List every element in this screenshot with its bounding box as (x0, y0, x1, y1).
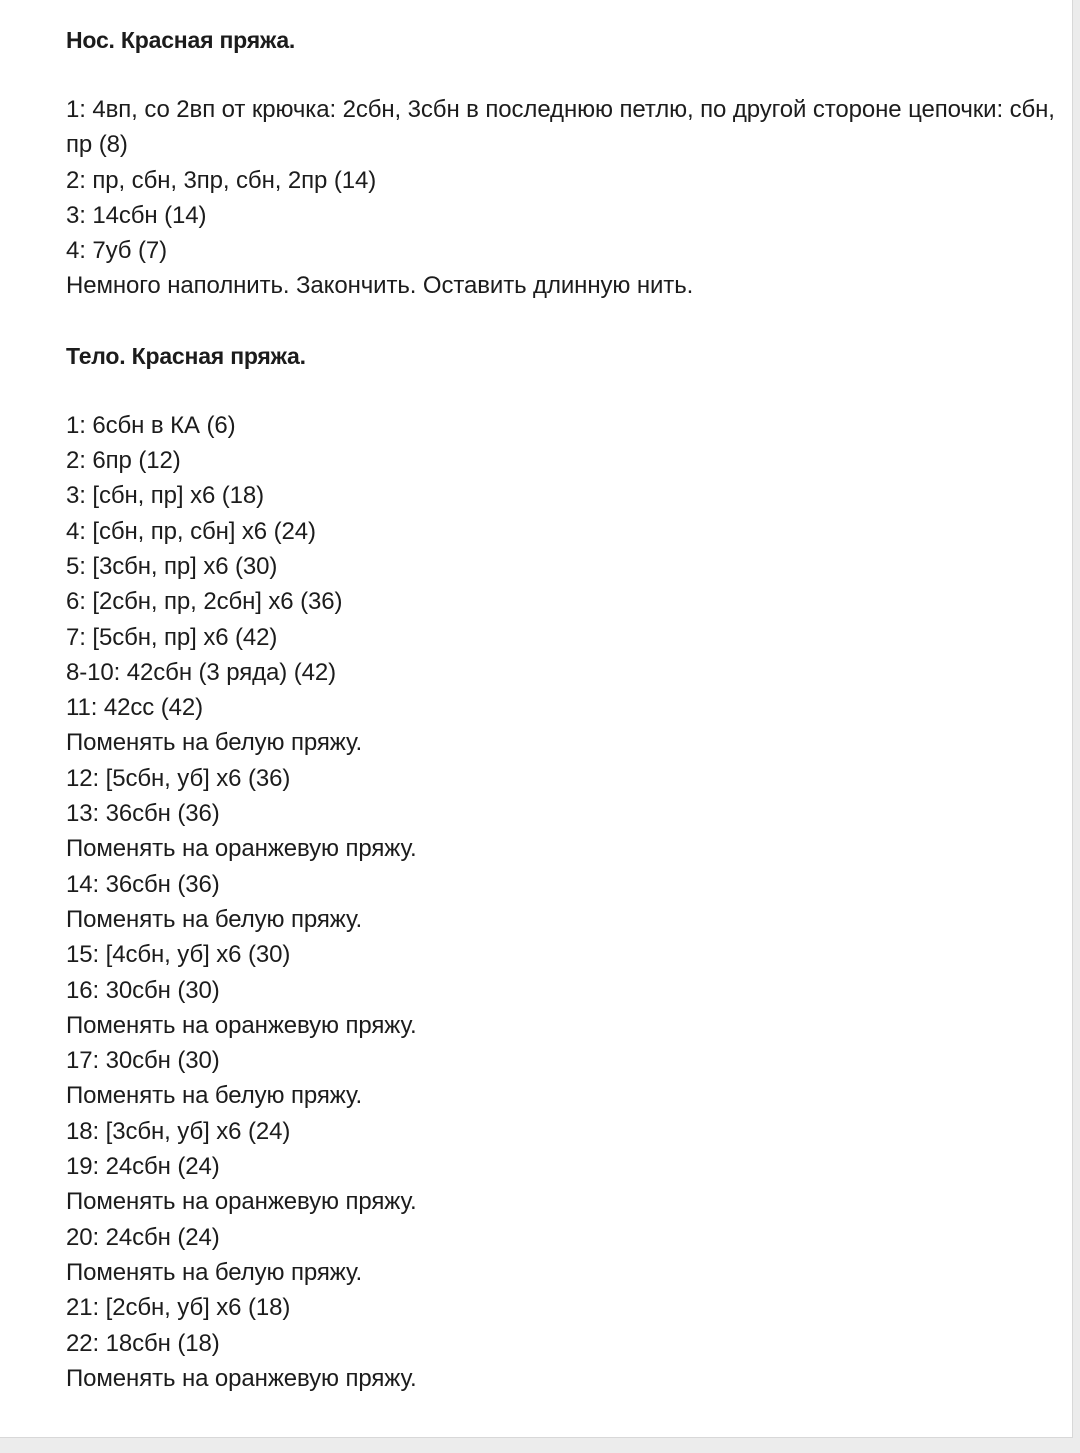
pattern-row: 20: 24сбн (24) (66, 1223, 220, 1251)
pattern-row: 15: [4сбн, уб] х6 (30) (66, 941, 291, 969)
section-title-nose: Нос. Красная пряжа. (66, 27, 296, 53)
instruction-note: Поменять на белую пряжу. (66, 729, 363, 757)
pattern-row: 4: 7уб (7) (66, 237, 168, 265)
pattern-row: 6: [2сбн, пр, 2сбн] х6 (36) (66, 588, 343, 616)
pattern-row: 11: 42сс (42) (66, 694, 203, 722)
pattern-row: 7: [5сбн, пр] х6 (42) (66, 623, 278, 651)
pattern-row: 2: пр, сбн, 3пр, сбн, 2пр (14) (66, 166, 377, 194)
pattern-row: 22: 18сбн (18) (66, 1329, 220, 1357)
pattern-row: 13: 36сбн (36) (66, 800, 220, 828)
pattern-row: 1: 6сбн в КА (6) (66, 411, 236, 439)
pattern-row: 4: [сбн, пр, сбн] х6 (24) (66, 517, 316, 545)
spacer (66, 58, 1056, 92)
pattern-row: 17: 30сбн (30) (66, 1047, 220, 1075)
pattern-row: 12: [5сбн, уб] х6 (36) (66, 764, 291, 792)
pattern-row: 21: [2сбн, уб] х6 (18) (66, 1294, 291, 1322)
section-title-body: Тело. Красная пряжа. (66, 342, 306, 369)
pattern-row: 14: 36сбн (36) (66, 870, 220, 898)
pattern-row: 19: 24сбн (24) (66, 1153, 220, 1181)
pattern-row: 3: 14сбн (14) (66, 201, 207, 229)
instruction-note: Поменять на оранжевую пряжу. (66, 1011, 417, 1039)
instruction-note: Поменять на оранжевую пряжу. (66, 1188, 417, 1216)
pattern-row: 5: [3сбн, пр] х6 (30) (66, 552, 278, 580)
document-content (66, 22, 1056, 1396)
instruction-note: Поменять на белую пряжу. (66, 1082, 363, 1110)
pattern-row: 18: [3сбн, уб] х6 (24) (66, 1117, 291, 1145)
spacer (66, 304, 1056, 338)
pattern-row: 3: [сбн, пр] х6 (18) (66, 482, 265, 510)
instruction-note: Поменять на оранжевую пряжу. (66, 835, 417, 863)
pattern-row: 1: 4вп, со 2вп от крючка: 2сбн, 3сбн в последнюю петлю, по другой стороне цепочки: сбн, пр (8) (66, 96, 1055, 159)
spacer (66, 374, 1056, 408)
pattern-row: 2: 6пр (12) (66, 447, 181, 475)
instruction-note: Поменять на оранжевую пряжу. (66, 1364, 417, 1392)
instruction-note: Поменять на белую пряжу. (66, 905, 363, 933)
instruction-note: Немного наполнить. Закончить. Оставить длинную нить. (66, 272, 694, 300)
pattern-row: 16: 30сбн (30) (66, 976, 220, 1004)
instruction-note: Поменять на белую пряжу. (66, 1258, 363, 1286)
pattern-row: 8-10: 42сбн (3 ряда) (42) (66, 658, 337, 686)
